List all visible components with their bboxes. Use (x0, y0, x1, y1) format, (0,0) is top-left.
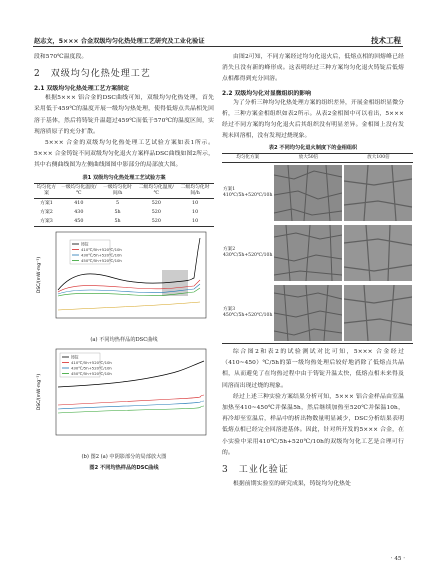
subsection-heading: 2.1 双级均匀化热处理工艺方案制定 (34, 86, 129, 93)
figure-2-caption: 图2 不同均热样品的DSC曲线 (89, 464, 159, 471)
table-header: 二级均匀化温度/℃ (136, 183, 176, 198)
page-header (0, 0, 427, 50)
micrograph-50x (274, 165, 342, 221)
table-row (222, 283, 413, 344)
legend-entry: 430℃/5h+520℃/10h (81, 251, 122, 257)
table-cell: 5h (114, 209, 121, 215)
legend-entry: 铸锭 (81, 240, 89, 246)
scheme-detail: 450℃/5h+520℃/10h (223, 312, 273, 318)
dsc-curve-plot (34, 230, 214, 330)
legend-entry: 铸锭 (71, 353, 79, 359)
micrograph-100x (344, 225, 412, 281)
section-label: 技术工程 (371, 36, 401, 45)
micrograph-100x (344, 285, 412, 341)
figure-2b-label: (b) 图2 (a) 中阴影部分的局部放大图 (81, 453, 167, 460)
scheme-detail: 430℃/5h+520℃/10h (223, 252, 273, 258)
table2-caption: 表2 不同均匀化退火制度下的金相组织 (268, 145, 358, 152)
legend-entry: 410℃/5h+520℃/10h (71, 359, 112, 365)
table-cell: 5h (114, 218, 121, 224)
table-cell: 方案3 (40, 218, 53, 224)
table-cell: 方案2 (40, 209, 53, 215)
subsection-heading: 2.2 双级均匀化对显微组织的影响 (222, 90, 312, 97)
paragraph: 段和570℃温度段。 (34, 54, 88, 60)
table-cell: 10 (192, 218, 199, 224)
table2 (222, 153, 413, 344)
curve-430 (58, 401, 204, 409)
scheme-name: 方案1 (223, 186, 236, 192)
table-cell: 方案1 (40, 200, 53, 206)
table-cell: 520 (151, 200, 161, 206)
legend-entry: 450℃/5h+520℃/10h (71, 370, 112, 376)
paragraph: 经过上述三种实验方案结果分析可知，5××× 铝合金样品由室温加热至410~450℃并保温5h，然后继续加热至520℃并保温10h，再冷却至室温后，样品中的析出物数量明显减少，DSC分析结果表明低熔点相已经完全回溶进基体。因此，针对所开发的5××× 合金，在小实验中采用410℃/5h+520℃/10h的双级均匀化工艺是合理可行的。 (222, 393, 404, 456)
figure-2a (34, 230, 214, 471)
legend-entry: 410℃/5h+520℃/10h (81, 246, 122, 252)
paragraph: 5××× 合金的双级均匀化热处理工艺试验方案如表1所示。5××× 合金铸锭不同双级均匀化退火方案样品DSC曲线如图2所示，其中右侧曲线图为左侧曲线图图中影部分的局部放大图。 (34, 140, 214, 169)
micrograph-100x (344, 165, 412, 221)
table-header: 均匀化方案 (34, 183, 59, 198)
y-axis-label: DSC/(mW·mg⁻¹) (37, 256, 42, 293)
running-title: 赵志文，5××× 合金双级均匀化热处理工艺研究及工业化验证 (34, 38, 205, 45)
dsc-zoom-plot (34, 347, 214, 447)
micrograph-50x (274, 285, 342, 341)
scheme-detail: 410℃/5h+520℃/10h (223, 192, 273, 198)
section-heading: 2 双级均匀化热处理工艺 (34, 69, 151, 80)
scheme-name: 方案3 (223, 306, 236, 312)
curve-450 (58, 406, 204, 413)
table-cell: 410 (74, 200, 84, 206)
section-heading: 3 工业化验证 (222, 464, 289, 475)
table-cell: 10 (192, 209, 199, 215)
table-row (34, 208, 214, 217)
paragraph: 综合图2和表2的试验测试对比可知，5××× 合金经过（410~450）℃/5h的第一级均热处理后较好地消除了低熔点共晶相，从而避免了在均热过程中由于铸锭升温太快，低熔点相未来得及回溶而出现过烧的现象。 (222, 348, 404, 389)
table-cell: 5 (116, 200, 120, 206)
paragraph: 为了分析三种均匀化热处理方案的组织差异，开展金相组织显微分析，三种方案金相组织如表2所示。从表2金相图中可以看出，5××× 经过不同方案的均匀化退火后其组织没有明显差异。金相图上没有发现未回溶相，没有发现过烧现象。 (222, 99, 405, 140)
table1-caption: 表1 双级均匀化热处理工艺试验方案 (82, 174, 166, 181)
legend-entry: 430℃/5h+520℃/10h (71, 364, 112, 370)
paragraph: 根据前期实验室的研究成果，铸锭均匀化热处 (233, 480, 351, 487)
right-column (222, 52, 404, 490)
micrograph-50x (274, 225, 342, 281)
scheme-name: 方案2 (223, 246, 236, 252)
table-row (34, 217, 214, 227)
paragraph: 由图2可知，不同方案经过均匀化退火后，低熔点相的回熔峰已经消失且没有新的峰形成。这表明经过三种方案均匀化退火铸锭后低熔点相都得到充分回溶。 (222, 54, 404, 83)
table-cell: 450 (74, 218, 84, 224)
figure-2a-label: (a) 不同均热样品的DSC曲线 (90, 336, 158, 343)
table-cell: 10 (192, 200, 199, 206)
header-rule (33, 46, 403, 47)
table-row (222, 162, 413, 223)
left-column (34, 52, 214, 473)
table1 (34, 183, 214, 227)
table-header: 一级均匀化时间/h (99, 183, 137, 198)
table-cell: 430 (74, 209, 84, 215)
legend-entry: 450℃/5h+520℃/10h (81, 257, 122, 263)
table-row (222, 223, 413, 283)
table-cell: 520 (151, 209, 161, 215)
table-header: 放大50倍 (273, 154, 343, 163)
table-header: 二级均匀化时间/h (176, 183, 214, 198)
table-header: 均匀化方案 (222, 154, 273, 163)
page-number: · 45 · (390, 556, 405, 562)
table-header: 放大100倍 (343, 154, 413, 163)
paragraph: 根据5××× 铝合金的DSC曲线可知，双级均匀化热处理，首先采用低于459℃的温度开展一级均匀热处理，使得低熔点共晶相先回溶于基体，然后将铸锭升温超过459℃而低于570℃的温度区间，实现溶质原子的充分扩散。 (34, 95, 214, 135)
table-row (34, 198, 214, 208)
table-cell: 520 (151, 218, 161, 224)
y-axis-label: DSC/(mW·mg⁻¹) (37, 373, 42, 410)
table-header: 一级均匀化温度/℃ (59, 183, 99, 198)
